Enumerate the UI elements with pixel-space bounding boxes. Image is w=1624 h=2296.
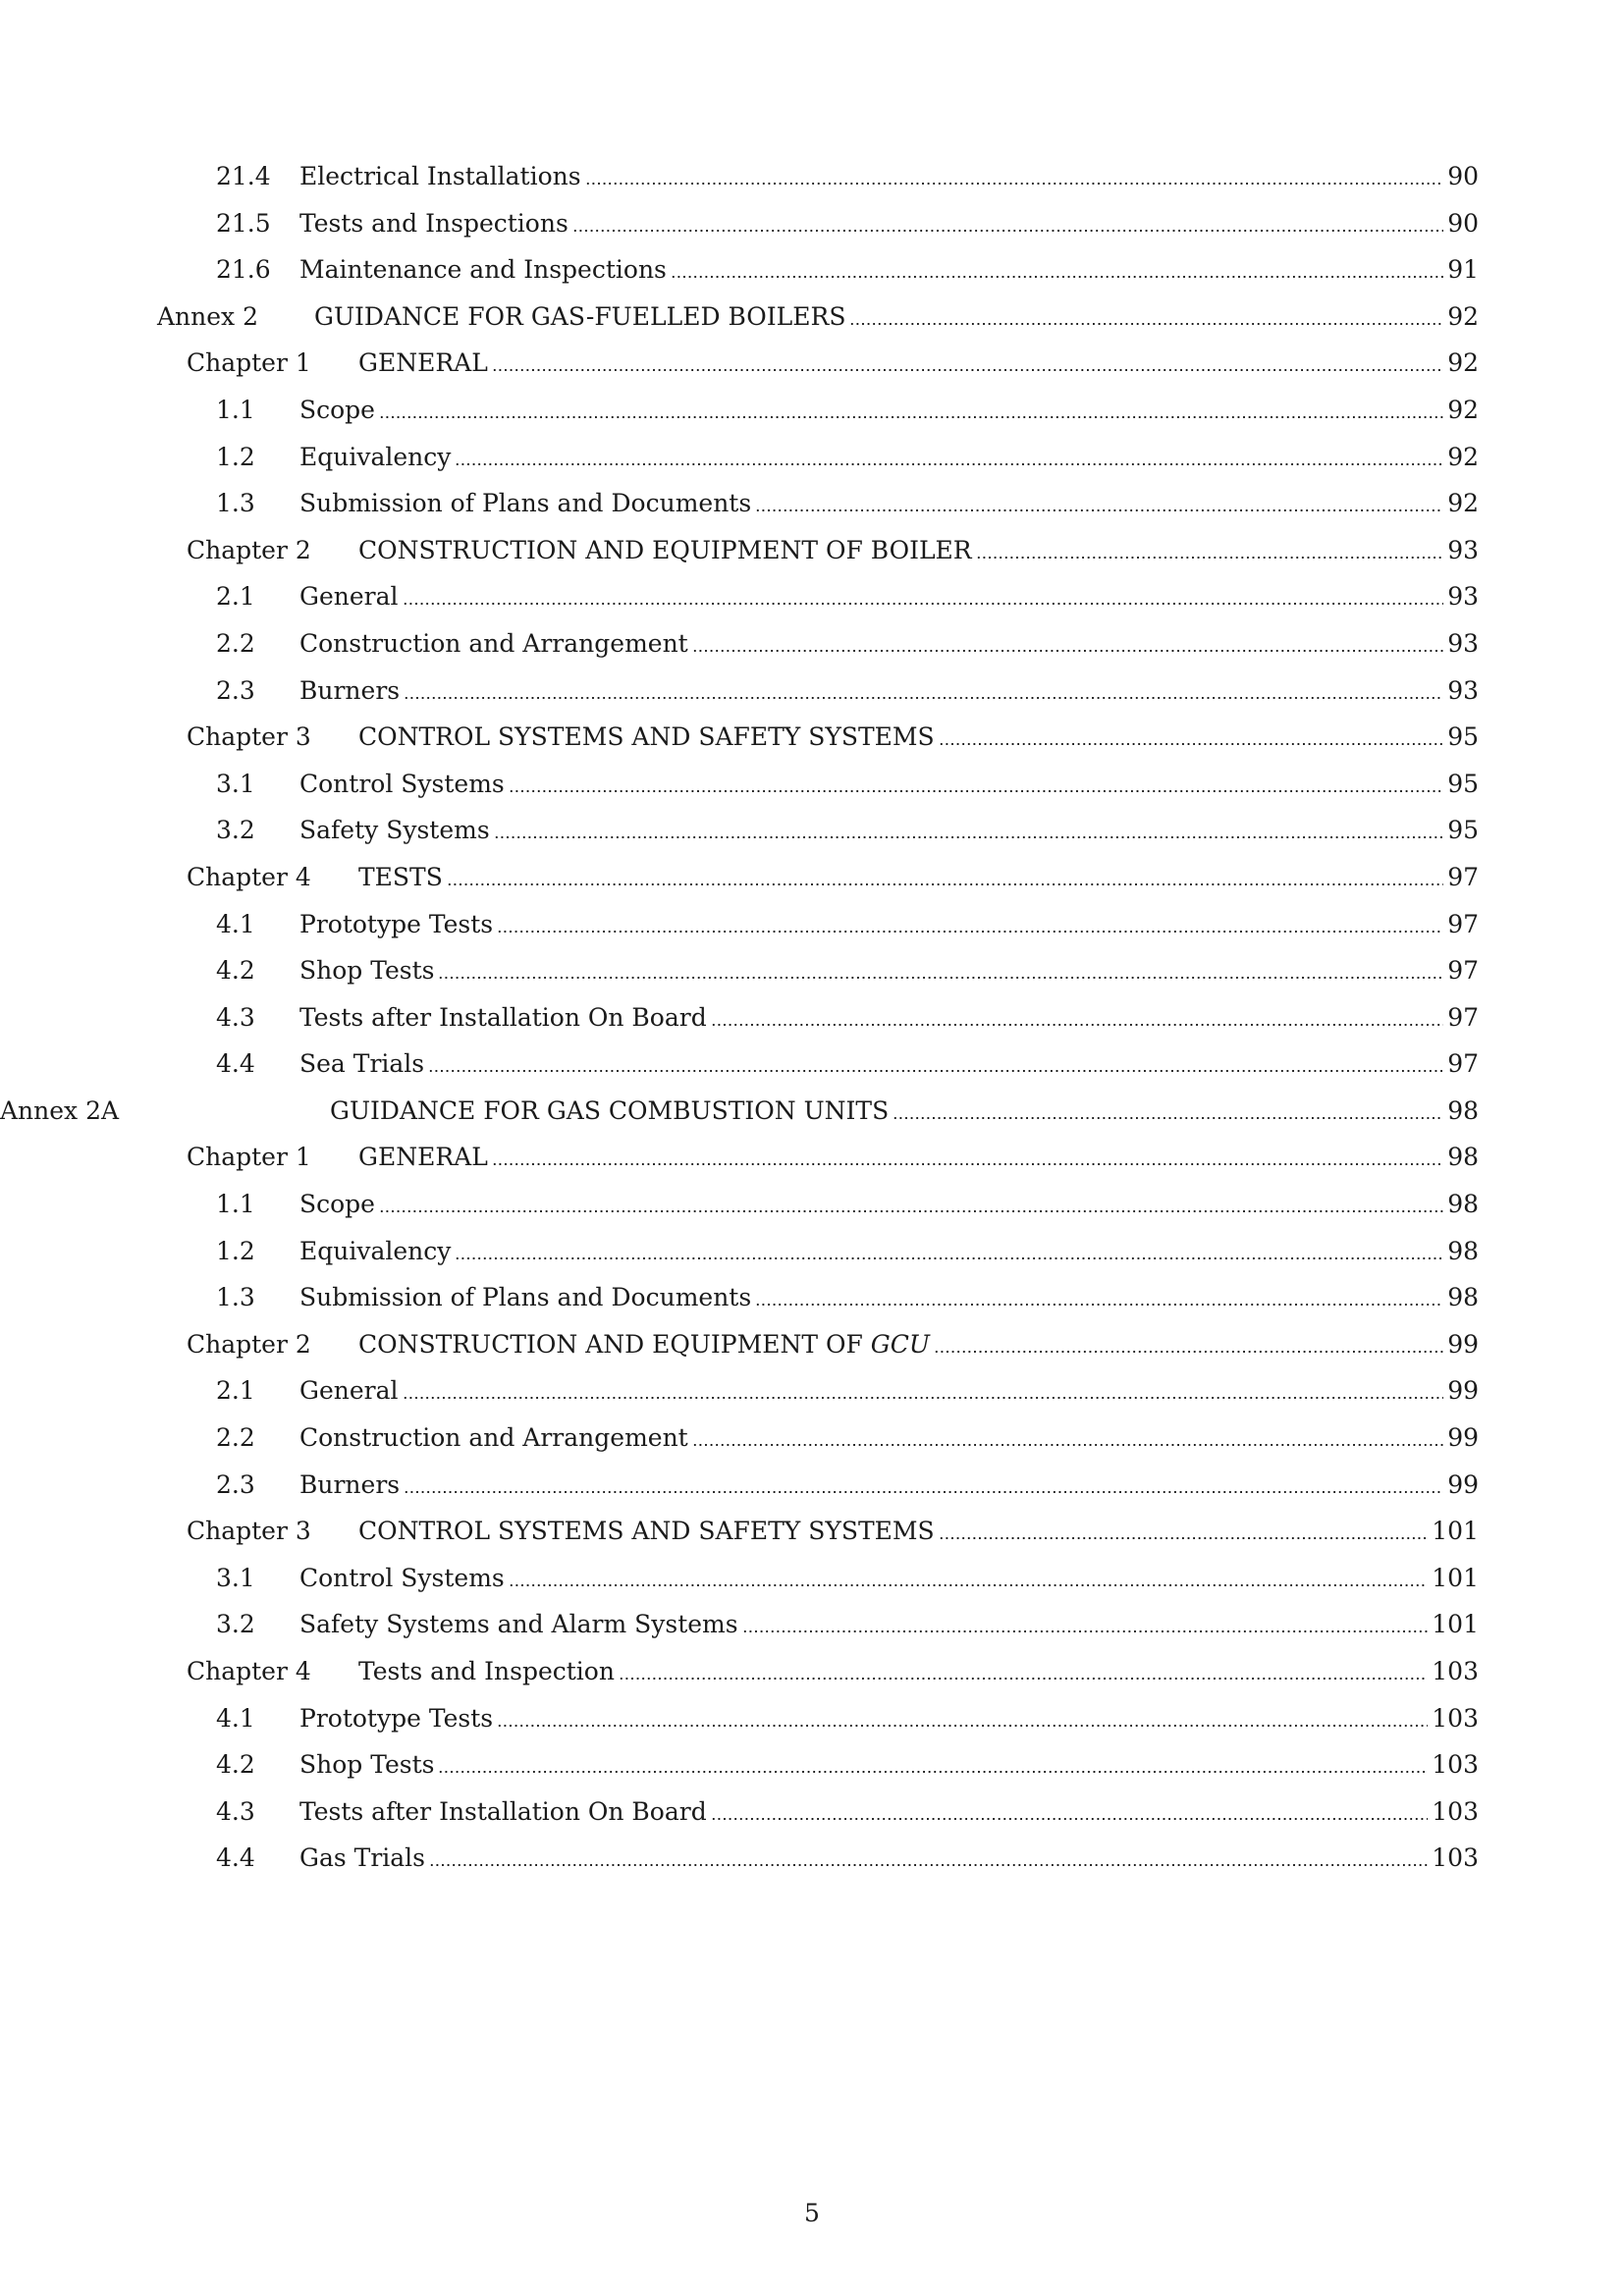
toc-entry-page: 99 <box>1447 1376 1479 1406</box>
dot-leader <box>711 1024 1443 1026</box>
dot-leader <box>671 276 1443 278</box>
toc-entry-number: 1.2 <box>216 442 255 471</box>
toc-entry-page: 97 <box>1447 1049 1479 1079</box>
toc-entry-page: 103 <box>1432 1750 1479 1780</box>
toc-entry-title-line <box>299 1190 1479 1219</box>
toc-entry-title-text: General <box>299 582 399 612</box>
dot-leader <box>492 1163 1443 1165</box>
toc-entry-title-line <box>299 910 1479 939</box>
toc-entry-number: 1.2 <box>216 1236 255 1265</box>
toc-entry-title-text: Tests after Installation On Board <box>299 1796 707 1826</box>
toc-entry[interactable] <box>0 1275 1624 1322</box>
toc-entry-title-line <box>299 1237 1479 1266</box>
toc-entry[interactable] <box>0 1229 1624 1276</box>
toc-entry-page: 95 <box>1447 816 1479 845</box>
toc-entry-title-line <box>299 956 1479 986</box>
toc-entry[interactable] <box>0 1742 1624 1789</box>
toc-entry-title-line <box>299 1564 1479 1593</box>
toc-entry-title-text: Shop Tests <box>299 956 435 986</box>
toc-entry[interactable] <box>0 1041 1624 1089</box>
toc-entry-title-line <box>330 1096 1479 1126</box>
toc-entry[interactable] <box>0 948 1624 995</box>
toc-entry-number: Chapter 2 <box>187 535 311 564</box>
toc-entry-title-line <box>299 1283 1479 1312</box>
toc-entry-title <box>330 1096 893 1126</box>
toc-entry-number: Chapter 4 <box>187 1657 311 1685</box>
toc-entry-number: 2.2 <box>216 628 255 658</box>
dot-leader <box>497 1725 1428 1727</box>
toc-entry-title <box>299 770 509 799</box>
toc-entry[interactable] <box>0 481 1624 528</box>
toc-entry-title-text: TESTS <box>358 862 443 891</box>
toc-entry-page: 92 <box>1447 348 1479 378</box>
toc-entry[interactable] <box>0 1135 1624 1182</box>
toc-entry-title-line <box>299 1610 1479 1639</box>
toc-entry[interactable] <box>0 574 1624 621</box>
dot-leader <box>692 1444 1443 1446</box>
toc-entry-page: 103 <box>1432 1843 1479 1873</box>
toc-entry-title-text: Maintenance and Inspections <box>299 255 667 285</box>
toc-entry[interactable] <box>0 808 1624 855</box>
toc-entry-title-line <box>299 162 1479 191</box>
dot-leader <box>428 1070 1443 1072</box>
dot-leader <box>455 463 1443 465</box>
toc-entry-title <box>299 1843 429 1873</box>
toc-entry-title-line <box>299 1423 1479 1453</box>
toc-entry-title-line <box>358 722 1479 752</box>
toc-entry-title-text: Control Systems <box>299 1563 505 1592</box>
toc-entry-page: 92 <box>1447 442 1479 471</box>
toc-entry-number: 2.1 <box>216 582 255 612</box>
toc-entry-title <box>299 1423 692 1453</box>
toc-entry-title-line <box>299 489 1479 518</box>
toc-entry-title <box>299 1049 428 1079</box>
toc-entry[interactable] <box>0 1602 1624 1649</box>
toc-entry-title <box>299 1283 755 1312</box>
toc-entry-title <box>358 536 976 565</box>
toc-entry[interactable] <box>0 1368 1624 1415</box>
toc-entry-title <box>299 582 403 612</box>
toc-entry[interactable] <box>0 1322 1624 1369</box>
toc-entry-number: 4.3 <box>216 1796 255 1826</box>
toc-entry[interactable] <box>0 1789 1624 1837</box>
toc-entry-page: 90 <box>1447 162 1479 190</box>
toc-entry-title <box>299 629 692 659</box>
toc-entry-number: 4.1 <box>216 909 255 938</box>
toc-entry-title-text: Equivalency <box>299 1236 452 1265</box>
toc-entry-number: 21.5 <box>216 208 271 238</box>
toc-entry-title-text: CONTROL SYSTEMS AND SAFETY SYSTEMS <box>358 1517 935 1546</box>
toc-entry-page: 93 <box>1447 582 1479 612</box>
toc-entry-page: 91 <box>1447 255 1479 285</box>
toc-entry-title <box>299 910 497 939</box>
toc-entry-title-text: Tests and Inspections <box>299 208 568 238</box>
toc-entry-title <box>299 209 572 239</box>
toc-entry-number: Chapter 2 <box>187 1329 311 1359</box>
toc-entry-page: 95 <box>1447 769 1479 798</box>
toc-entry-number: Chapter 3 <box>187 1517 311 1546</box>
toc-entry-title-line <box>299 1843 1479 1873</box>
dot-leader <box>976 557 1444 559</box>
toc-entry-title-line <box>299 1470 1479 1500</box>
toc-entry-page: 99 <box>1447 1329 1479 1359</box>
toc-entry-title-line <box>358 536 1479 565</box>
toc-entry-title <box>358 1657 619 1686</box>
toc-entry[interactable] <box>0 668 1624 716</box>
toc-entry[interactable] <box>0 528 1624 575</box>
toc-entry-title-line <box>299 1049 1479 1079</box>
toc-entry-page: 101 <box>1432 1563 1479 1592</box>
toc-entry-page: 92 <box>1447 395 1479 424</box>
toc-entry-title-text: Submission of Plans and Documents <box>299 1283 752 1312</box>
toc-entry-title <box>358 348 492 378</box>
toc-entry-number: 4.2 <box>216 956 255 986</box>
toc-entry-title <box>299 1470 404 1500</box>
toc-entry-title-text: Safety Systems <box>299 816 490 845</box>
page-number: 5 <box>804 2199 820 2227</box>
toc-entry-title <box>299 1237 455 1266</box>
toc-entry-title-line <box>299 1750 1479 1780</box>
toc-entry-title <box>299 1376 403 1406</box>
toc-entry-title-line <box>314 302 1479 332</box>
toc-entry-number: 2.1 <box>216 1376 255 1406</box>
toc-entry-page: 97 <box>1447 909 1479 938</box>
dot-leader <box>939 1537 1429 1539</box>
toc-entry-title-line <box>358 1143 1479 1172</box>
dot-leader <box>934 1351 1443 1353</box>
toc-entry[interactable] <box>0 715 1624 762</box>
toc-entry-title-text: Electrical Installations <box>299 162 581 190</box>
dot-leader <box>755 509 1443 511</box>
toc-entry-title <box>358 1517 939 1546</box>
toc-entry-title-text: General <box>299 1376 399 1406</box>
toc-entry-title <box>299 816 494 845</box>
toc-entry-title-text: GUIDANCE FOR GAS COMBUSTION UNITS <box>330 1095 890 1125</box>
toc-entry-page: 92 <box>1447 489 1479 518</box>
toc-entry-title-line <box>299 255 1479 285</box>
dot-leader <box>939 743 1444 745</box>
toc-entry-number: 3.1 <box>216 1563 255 1592</box>
toc-entry[interactable] <box>0 388 1624 435</box>
toc-entry-page: 93 <box>1447 675 1479 705</box>
toc-entry-page: 101 <box>1432 1517 1479 1546</box>
dot-leader <box>404 697 1443 699</box>
toc-entry-number: Chapter 3 <box>187 722 311 752</box>
toc-entry[interactable] <box>0 995 1624 1042</box>
toc-entry-title-line <box>299 396 1479 425</box>
toc-entry[interactable] <box>0 154 1624 201</box>
dot-leader <box>497 931 1443 933</box>
toc-entry-page: 97 <box>1447 1002 1479 1032</box>
toc-entry-title-text: GENERAL <box>358 348 488 378</box>
toc-entry-page: 99 <box>1447 1469 1479 1499</box>
toc-entry-title-text: Tests and Inspection <box>358 1657 615 1685</box>
toc-entry-title-text: Prototype Tests <box>299 909 494 938</box>
dot-leader <box>492 369 1443 371</box>
dot-leader <box>755 1304 1443 1306</box>
dot-leader <box>893 1117 1443 1119</box>
toc-entry[interactable] <box>0 341 1624 388</box>
dot-leader <box>403 603 1444 605</box>
dot-leader <box>509 790 1443 792</box>
toc-entry-title-line <box>299 629 1479 659</box>
toc-entry[interactable] <box>0 1509 1624 1556</box>
toc-entry[interactable] <box>0 294 1624 342</box>
toc-entry-number: 2.2 <box>216 1423 255 1453</box>
toc-entry-title-text: Sea Trials <box>299 1049 425 1079</box>
dot-leader <box>711 1818 1429 1820</box>
dot-leader <box>494 836 1444 838</box>
toc-entry-title <box>299 1003 711 1033</box>
dot-leader <box>585 183 1444 185</box>
dot-leader <box>429 1864 1428 1866</box>
dot-leader <box>438 977 1443 979</box>
toc-entry[interactable] <box>0 1649 1624 1696</box>
toc-entry[interactable] <box>0 902 1624 949</box>
toc-entry-page: 98 <box>1447 1236 1479 1265</box>
toc-entry-page: 95 <box>1447 722 1479 752</box>
toc-entry[interactable] <box>0 1696 1624 1743</box>
toc-entry-page: 92 <box>1447 301 1479 331</box>
toc-entry-number: 2.3 <box>216 1469 255 1499</box>
toc-entry-page: 103 <box>1432 1657 1479 1685</box>
toc-entry-title-line <box>299 1704 1479 1734</box>
toc-entry-title-text: Burners <box>299 675 401 705</box>
toc-entry-title <box>299 162 585 191</box>
toc-entry-title-text: GENERAL <box>358 1143 488 1172</box>
toc-entry-title-line <box>358 1657 1479 1686</box>
dot-leader <box>849 323 1443 325</box>
dot-leader <box>379 416 1443 418</box>
toc-entry-title-line <box>299 1797 1479 1827</box>
toc-entry-title-line <box>299 1003 1479 1033</box>
toc-entry-page: 99 <box>1447 1423 1479 1453</box>
toc-entry-title-line <box>299 770 1479 799</box>
toc-entry-title-line <box>299 676 1479 706</box>
toc-entry-title-line <box>299 1376 1479 1406</box>
toc-entry-number: Chapter 1 <box>187 348 311 378</box>
toc-entry[interactable] <box>0 1556 1624 1603</box>
toc-entry-title-text: Tests after Installation On Board <box>299 1002 707 1032</box>
toc-entry-title <box>299 1564 509 1593</box>
toc-entry-title <box>299 1704 497 1734</box>
toc-entry[interactable] <box>0 435 1624 482</box>
toc-entry-title-line <box>358 863 1479 892</box>
toc-entry-title-text: Equivalency <box>299 442 452 471</box>
toc-entry-title-text: CONSTRUCTION AND EQUIPMENT OF BOILER <box>358 535 972 564</box>
dot-leader <box>379 1210 1443 1212</box>
toc-entry-page: 98 <box>1447 1143 1479 1172</box>
toc-entry-number: 3.2 <box>216 816 255 845</box>
toc-entry-page: 98 <box>1447 1190 1479 1219</box>
toc-entry-number: 3.2 <box>216 1610 255 1639</box>
toc-entry-title <box>299 676 404 706</box>
dot-leader <box>509 1584 1429 1586</box>
toc-entry-title-text: Construction and Arrangement <box>299 1423 688 1453</box>
toc-entry-number: 4.4 <box>216 1843 255 1873</box>
toc-entry-number: 21.6 <box>216 255 271 285</box>
toc-entry-title <box>358 722 939 752</box>
toc-entry-title <box>299 489 755 518</box>
toc-entry-title <box>299 396 379 425</box>
toc-entry-number: 1.1 <box>216 395 255 424</box>
toc-entry-title-text: GUIDANCE FOR GAS-FUELLED BOILERS <box>314 301 846 331</box>
toc-entry-number: 4.4 <box>216 1049 255 1079</box>
dot-leader <box>572 230 1443 232</box>
toc-entry-title-text: CONTROL SYSTEMS AND SAFETY SYSTEMS <box>358 722 935 752</box>
dot-leader <box>403 1397 1444 1399</box>
toc-entry-title <box>299 1750 438 1780</box>
dot-leader <box>404 1491 1443 1493</box>
toc-entry[interactable] <box>0 855 1624 902</box>
toc-entry-title-text: Burners <box>299 1469 401 1499</box>
toc-entry-title-text: Scope <box>299 395 375 424</box>
toc-entry-title-text: Submission of Plans and Documents <box>299 489 752 518</box>
toc-entry-number: 21.4 <box>216 162 271 190</box>
toc-entry-page: 97 <box>1447 956 1479 986</box>
toc-entry-number: 1.3 <box>216 1283 255 1312</box>
toc-entry[interactable] <box>0 201 1624 248</box>
toc-entry-title <box>358 1330 934 1360</box>
toc-entry-number: Annex 2A <box>0 1095 120 1125</box>
toc-entry-title-text: Gas Trials <box>299 1843 426 1873</box>
toc-entry-page: 90 <box>1447 208 1479 238</box>
toc-entry-title <box>358 863 447 892</box>
toc-entry-page: 101 <box>1432 1610 1479 1639</box>
toc-entry-page: 98 <box>1447 1095 1479 1125</box>
toc-entry-title-text: Scope <box>299 1190 375 1219</box>
toc-entry-title <box>358 1143 492 1172</box>
toc-entry-title <box>299 1610 742 1639</box>
dot-leader <box>619 1678 1428 1680</box>
toc-entry[interactable] <box>0 1182 1624 1229</box>
toc-entry-number: Annex 2 <box>157 301 259 331</box>
toc-entry-title-text: CONSTRUCTION AND EQUIPMENT OF <box>358 1329 863 1359</box>
toc-entry[interactable] <box>0 762 1624 809</box>
toc-entry[interactable] <box>0 1415 1624 1463</box>
toc-entry-title-line <box>299 209 1479 239</box>
toc-entry-number: Chapter 4 <box>187 862 311 891</box>
toc-entry-title-line <box>299 816 1479 845</box>
toc-entry-title-line <box>299 582 1479 612</box>
toc-entry-title-line <box>358 348 1479 378</box>
toc-entry-title <box>299 1797 711 1827</box>
toc-entry-number: 3.1 <box>216 769 255 798</box>
toc-entry-number: Chapter 1 <box>187 1143 311 1172</box>
toc-entry-number: 1.1 <box>216 1190 255 1219</box>
toc-entry-title-text: Safety Systems and Alarm Systems <box>299 1610 738 1639</box>
toc-entry-title <box>299 443 455 472</box>
toc-entry-title <box>314 302 849 332</box>
toc-entry-title-text: Prototype Tests <box>299 1703 494 1733</box>
toc-entry[interactable] <box>0 621 1624 668</box>
toc-entry-number: 2.3 <box>216 675 255 705</box>
toc-entry-title <box>299 255 671 285</box>
toc-entry[interactable] <box>0 1463 1624 1510</box>
toc-entry-title <box>299 956 438 986</box>
table-of-contents <box>0 154 1624 1883</box>
toc-entry-number: 4.2 <box>216 1750 255 1780</box>
dot-leader <box>438 1771 1428 1773</box>
toc-entry-page: 93 <box>1447 535 1479 564</box>
toc-entry-number: 4.1 <box>216 1703 255 1733</box>
toc-entry-title-italic: GCU <box>870 1329 930 1359</box>
toc-entry[interactable] <box>0 1836 1624 1883</box>
toc-entry-page: 103 <box>1432 1796 1479 1826</box>
toc-entry-title-text: Construction and Arrangement <box>299 628 688 658</box>
toc-entry-title-line <box>358 1330 1479 1360</box>
toc-entry-title-text: Shop Tests <box>299 1750 435 1780</box>
toc-entry-number: 4.3 <box>216 1002 255 1032</box>
toc-entry-title-text: Control Systems <box>299 769 505 798</box>
dot-leader <box>692 650 1443 652</box>
toc-entry-page: 98 <box>1447 1283 1479 1312</box>
dot-leader <box>447 883 1443 885</box>
toc-entry-title-line <box>299 443 1479 472</box>
dot-leader <box>455 1257 1443 1259</box>
dot-leader <box>742 1630 1429 1632</box>
toc-entry-page: 97 <box>1447 862 1479 891</box>
toc-entry-page: 103 <box>1432 1703 1479 1733</box>
toc-entry[interactable] <box>0 247 1624 294</box>
toc-entry-page: 93 <box>1447 628 1479 658</box>
toc-entry-number: 1.3 <box>216 489 255 518</box>
toc-entry-title-line <box>358 1517 1479 1546</box>
toc-entry-title <box>299 1190 379 1219</box>
toc-entry[interactable] <box>0 1089 1624 1136</box>
